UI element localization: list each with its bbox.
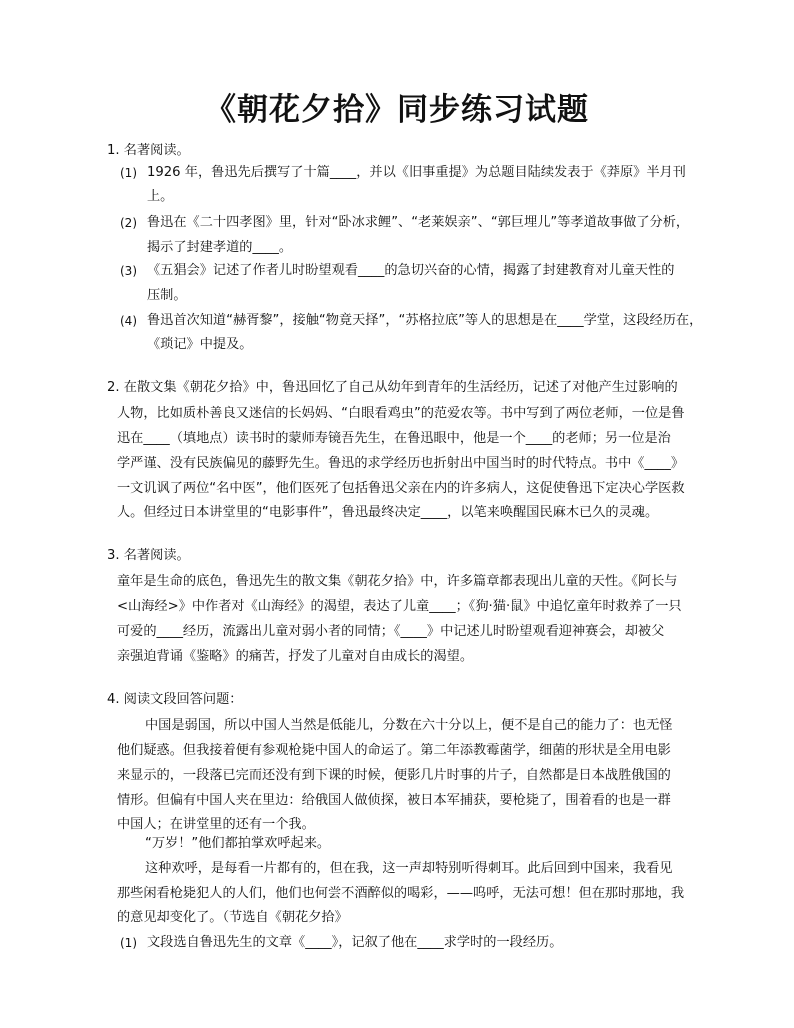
q2-line-5: 一文讥讽了两位“名中医”，他们医死了包括鲁迅父亲在内的许多病人，这促使鲁迅下定决心学医救	[117, 481, 685, 496]
q4-passage-line-9: 的意见却变化了。（节选自《朝花夕拾》	[117, 910, 348, 925]
q1-item-1-number: (1)	[120, 166, 137, 180]
q4-passage-line-1: 中国是弱国，所以中国人当然是低能儿，分数在六十分以上，便不是自己的能力了：也无怪	[145, 718, 673, 733]
q1-item-2-line-1: 鲁迅在《二十四孝图》里，针对“卧冰求鲤”、“老莱娱亲”、“郭巨埋儿”等孝道故事做了分析，	[147, 215, 690, 230]
q2-line-4: 学严谨、没有民族偏见的藤野先生。鲁迅的求学经历也折射出中国当时的时代特点。书中《____》	[117, 456, 685, 471]
q1-item-4-line-1: 鲁迅首次知道“赫胥黎”，接触“物竟天择”，“苏格拉底”等人的思想是在____学堂，这段经历在，	[147, 313, 703, 328]
q1-item-4-number: (4)	[120, 314, 137, 328]
q4-passage-line-5: 中国人；在讲堂里的还有一个我。	[117, 817, 315, 832]
q3-line-3: 可爱的____经历，流露出儿童对弱小者的同情；《____》中记述儿时盼望观看迎神赛会，却被父	[117, 624, 665, 639]
q4-passage-line-3: 来显示的，一段落已完而还没有到下课的时候，便影几片时事的片子，自然都是日本战胜俄国的	[117, 768, 671, 783]
q1-item-4-line-2: 《琐记》中提及。	[147, 337, 253, 352]
q2-line-6: 人。但经过日本讲堂里的“电影事件”，鲁迅最终决定____，以笔来唤醒国民麻木已久的灵魂。	[117, 505, 659, 520]
q1-item-1-line-1: 1926 年，鲁迅先后撰写了十篇____，并以《旧事重提》为总题目陆续发表于《莽原》半月刊	[147, 165, 686, 180]
q3-line-1: 童年是生命的底色，鲁迅先生的散文集《朝花夕拾》中，许多篇章都表现出儿童的天性。《阿长与	[117, 574, 678, 589]
q4-sub-1-text: 文段选自鲁迅先生的文章《____》，记叙了他在____求学时的一段经历。	[147, 935, 563, 950]
q4-sub-1-number: (1)	[120, 936, 137, 950]
q3-line-2: <山海经>》中作者对《山海经》的渴望，表达了儿童____；《狗·猫·鼠》中追忆童年时救养了一只	[117, 599, 682, 614]
q1-item-3-number: (3)	[120, 264, 137, 278]
q2-line-1: 2. 在散文集《朝花夕拾》中，鲁迅回忆了自己从幼年到青年的生活经历，记述了对他产生过影响的	[107, 380, 678, 395]
q1-item-3-line-1: 《五猖会》记述了作者儿时盼望观看____的急切兴奋的心情，揭露了封建教育对儿童天性的	[147, 263, 675, 278]
q4-passage-line-2: 他们疑惑。但我接着便有参观枪毙中国人的命运了。第二年添教霉菌学，细菌的形状是全用电影	[117, 743, 671, 758]
q4-passage-line-7: 这种欢呼，是每看一片都有的，但在我，这一声却特别听得刺耳。此后回到中国来，我看见	[145, 861, 673, 876]
q4-passage-line-8: 那些闲看枪毙犯人的人们，他们也何尝不酒醉似的喝彩，——呜呼，无法可想！但在那时那地，我	[117, 886, 685, 901]
q3-line-4: 亲强迫背诵《鉴略》的痛苦，抒发了儿童对自由成长的渴望。	[117, 649, 474, 664]
question-1-heading: 1. 名著阅读。	[107, 143, 190, 158]
q1-item-2-line-2: 揭示了封建孝道的____。	[147, 240, 293, 255]
q1-item-1-line-2: 上。	[147, 189, 174, 204]
page-title: 《朝花夕拾》同步练习试题	[205, 92, 589, 128]
q4-passage-line-4: 情形。但偏有中国人夹在里边：给俄国人做侦探，被日本军捕获，要枪毙了，围着看的也是一群	[117, 793, 671, 808]
question-3-heading: 3. 名著阅读。	[107, 548, 190, 563]
q2-line-3: 迅在____（填地点）读书时的蒙师寿镜吾先生，在鲁迅眼中，他是一个____的老师；另一位是治	[117, 431, 671, 446]
q4-passage-line-6: “万岁！”他们都拍掌欢呼起来。	[145, 836, 331, 851]
q1-item-2-number: (2)	[120, 216, 137, 230]
q1-item-3-line-2: 压制。	[147, 288, 187, 303]
q2-line-2: 人物，比如质朴善良又迷信的长妈妈、“白眼看鸡虫”的范爱农等。书中写到了两位老师，一位是鲁	[117, 406, 685, 421]
question-4-heading: 4. 阅读文段回答问题：	[107, 692, 243, 707]
